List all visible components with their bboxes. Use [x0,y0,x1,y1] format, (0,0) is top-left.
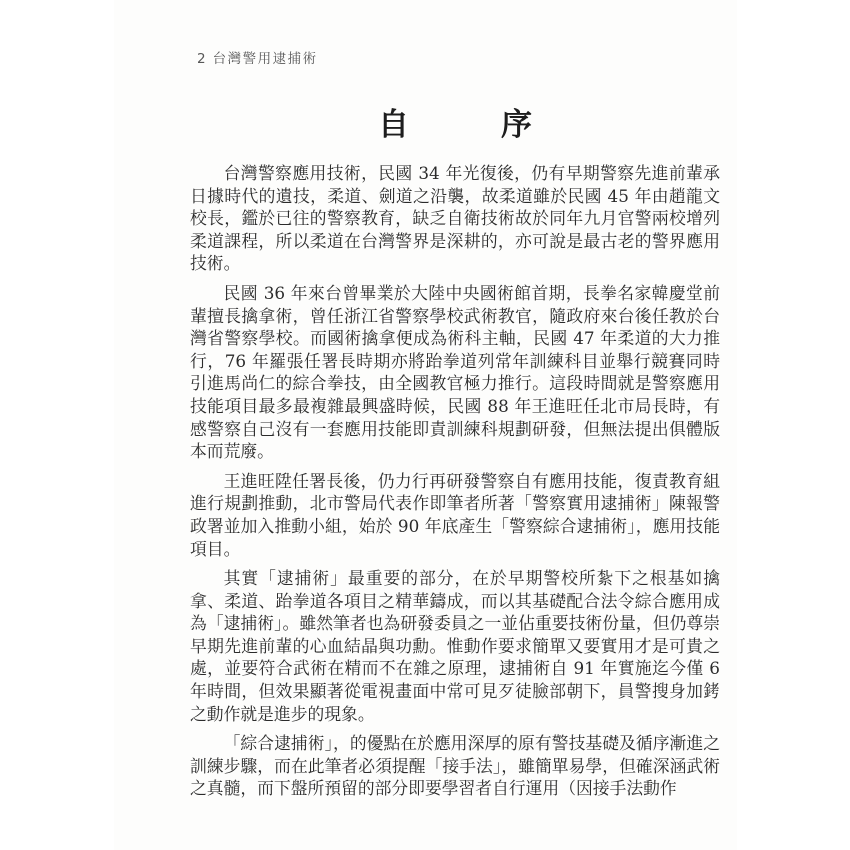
page-number: 2 [197,51,206,67]
body-paragraph: 王進旺陞任署長後，仍力行再研發警察自有應用技能，復責教育組進行規劃推動，北市警局代表作即筆者所著「警察實用逮捕術」陳報警政署並加入推動小組，始於 90 年底產生「警察綜合逮捕術」，應用技能項目。 [190,470,720,559]
preface-body [190,162,720,807]
section-title-char-1: 自 [378,107,409,143]
section-title [190,105,720,145]
page-header [197,47,318,67]
body-paragraph: 台灣警察應用技術，民國 34 年光復後，仍有早期警察先進前輩承日據時代的遺技，柔道、劍道之沿襲，故柔道雖於民國 45 年由趙龍文校長，鑑於已往的警察教育，缺乏自衛技術故於同年九月官警兩校增列柔道課程，所以柔道在台灣警界是深耕的，亦可說是最古老的警界應用技術。 [190,163,720,274]
section-title-char-2: 序 [501,107,532,143]
running-title: 台灣警用逮捕術 [212,51,318,67]
body-paragraph: 其實「逮捕術」最重要的部分，在於早期警校所紮下之根基如擒拿、柔道、跆拳道各項目之精華鑄成，而以其基礎配合法令綜合應用成為「逮捕術」。雖然筆者也為研發委員之一並佔重要技術份量，但仍尊崇早期先進前輩的心血結晶與功勳。惟動作要求簡單又要實用才是可貴之處，並要符合武術在精而不在雜之原理，逮捕術自 91 年實施迄今僅 6 年時間，但效果顯著從電視畫面中常可見歹徒臉部朝下，員警搜身加銬之動作就是進步的現象。 [190,568,720,724]
body-paragraph: 「綜合逮捕術」，的優點在於應用深厚的原有警技基礎及循序漸進之訓練步驟，而在此筆者必須提醒「接手法」，雖簡單易學，但確深涵武術之真髓，而下盤所預留的部分即要學習者自行運用（因接手法動作 [190,733,720,799]
body-paragraph: 民國 36 年來台曾畢業於大陸中央國術館首期，長拳名家韓慶堂前輩擅長擒拿術，曾任浙江省警察學校武術教官，隨政府來台後任教於台灣省警察學校。而國術擒拿便成為術科主軸，民國 47 年柔道的大力推行，76 年羅張任署長時期亦將跆拳道列常年訓練科目並舉行競賽同時引進馬尚仁的綜合拳技，由全國教官極力推行。這段時間就是警察應用技能項目最多最複雜最興盛時候，民國 88 年王進旺任北市局長時，有感警察自己沒有一套應用技能即責訓練科規劃研發，但無法提出俱體版本而荒廢。 [190,282,720,462]
